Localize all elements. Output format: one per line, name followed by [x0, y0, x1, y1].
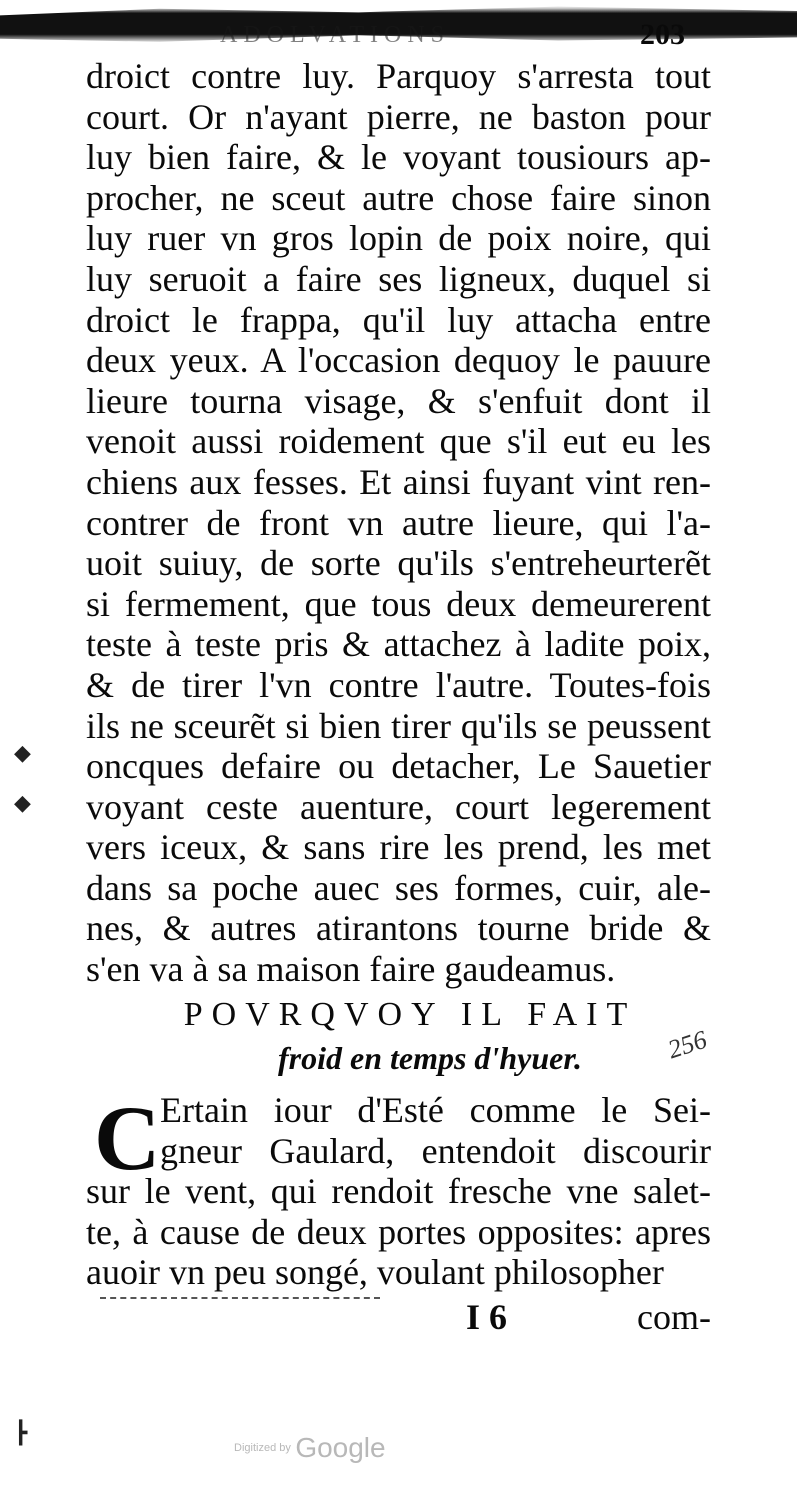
text-line: luy bien faire, & le voyant tousiours ap-	[86, 137, 711, 178]
text-line: si fermement, que tous deux demeurerent	[86, 583, 711, 624]
text-line: droict le frappa, qu'il luy attacha entre	[86, 299, 711, 340]
text-line: luy ruer vn gros lopin de poix noire, qui	[86, 218, 711, 259]
text-line: voyant ceste auenture, court legerement	[86, 786, 711, 827]
handwritten-margin-note: 256	[664, 1024, 711, 1065]
text-line: & de tirer l'vn contre l'autre. Toutes-fois	[86, 664, 711, 705]
watermark-prefix: Digitized by	[234, 1442, 291, 1454]
text-line: teste à teste pris & attachez à ladite poix,	[86, 624, 711, 665]
text-line: Ertain iour d'Esté comme le Sei-	[160, 1090, 711, 1130]
text-line: oncques defaire ou detacher, Le Sauetier	[86, 746, 711, 787]
text-line: uoit suiuy, de sorte qu'ils s'entreheurterẽt	[86, 543, 711, 584]
text-line: droict contre luy. Parquoy s'arresta tout	[86, 56, 711, 96]
text-line: s'en va à sa maison faire gaudeamus.	[86, 949, 616, 990]
text-line: vers iceux, & sans rire les prend, les met	[86, 827, 711, 868]
text-line: dans sa poche auec ses formes, cuir, ale-	[86, 867, 711, 908]
text-line: sur le vent, qui rendoit fresche vne salet-	[86, 1171, 711, 1212]
text-line: court. Or n'ayant pierre, ne baston pour	[86, 96, 711, 137]
text-line: procher, ne sceut autre chose faire sinon	[86, 177, 711, 218]
signature-mark: I 6	[466, 1297, 508, 1337]
text-line: luy seruoit a faire ses ligneux, duquel si	[86, 258, 711, 299]
catch-line	[86, 1296, 711, 1336]
binding-mark-icon: ◆	[14, 790, 31, 815]
drop-capital: C	[94, 1087, 161, 1189]
paragraph-2	[86, 1087, 711, 1293]
section-heading: POVRQVOY IL FAIT	[183, 996, 637, 1033]
text-line: ils ne sceurẽt si bien tirer qu'ils se peussent	[86, 705, 711, 746]
text-line: contrer de front vn autre lieure, qui l'a-	[86, 502, 711, 543]
text-line: gneur Gaulard, entendoit discourir	[160, 1130, 711, 1171]
digitized-watermark	[234, 1432, 386, 1464]
paragraph-1	[86, 56, 711, 990]
text-line: te, à cause de deux portes opposites: apres	[86, 1211, 711, 1252]
binding-mark-icon: ┣	[14, 1420, 28, 1445]
text-line: chiens aux fesses. Et ainsi fuyant vint ren-	[86, 461, 711, 502]
google-logo: Google	[295, 1432, 386, 1463]
text-line: nes, & autres atirantons tourne bride &	[86, 908, 711, 949]
text-line: auoir vn peu songé, voulant philosopher	[86, 1252, 664, 1293]
text-line: deux yeux. A l'occasion dequoy le pauure	[86, 340, 711, 381]
text-line: venoit aussi roidement que s'il eut eu les	[86, 421, 711, 462]
page-number: 203	[640, 18, 685, 51]
catchword: com-	[637, 1297, 711, 1337]
binding-mark-icon: ◆	[14, 740, 31, 765]
section-subheading: froid en temps d'hyuer.	[277, 1040, 582, 1076]
running-head: ADOLVATIONS	[220, 22, 451, 48]
text-line: lieure tourna visage, & s'enfuit dont il	[86, 380, 711, 421]
